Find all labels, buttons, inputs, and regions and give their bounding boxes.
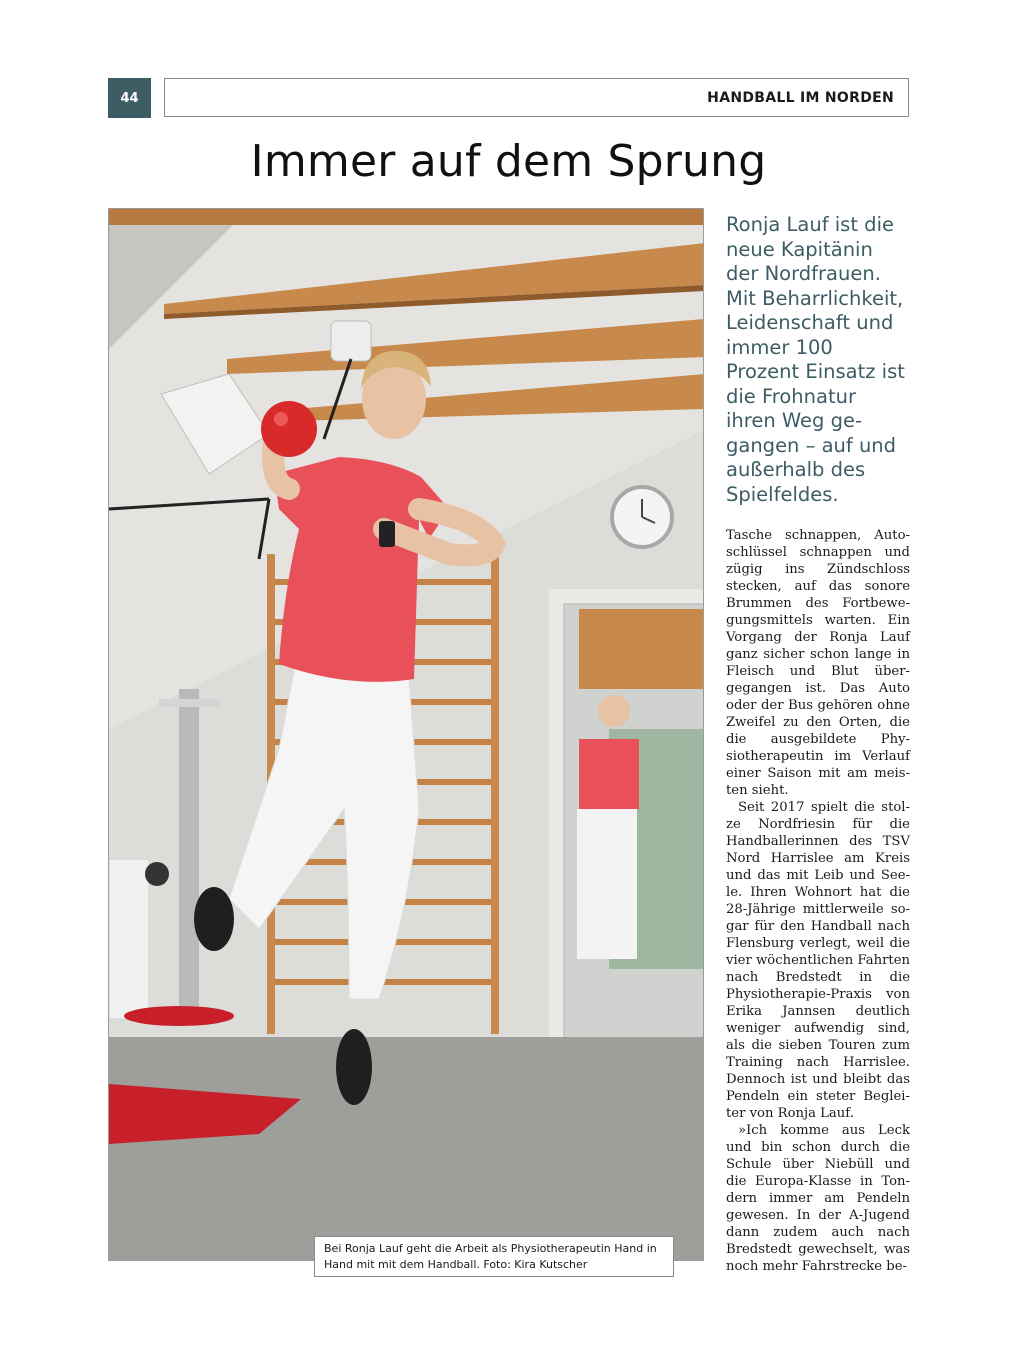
article-photo bbox=[108, 208, 704, 1261]
article-intro: Ronja Lauf ist die neue Kapitänin der Nordfrauen. Mit Beharrlichkeit, Leidenschaft und immer 100 Prozent Einsatz ist die Frohnatur ihren Weg gegangen – auf und außerhalb des Spielfeldes. bbox=[726, 213, 905, 506]
body-paragraph: »Ich komme aus Leck und bin schon durch die Schule über Niebüll und die Europa-Klasse in Tondern immer am Pendeln gewesen. In der A-Jugend dann zudem auch nach Bredstedt gewechselt, was noch mehr Fahrstrecke be- bbox=[726, 1123, 910, 1274]
body-paragraph: Tasche schnappen, Autoschlüssel schnappen und zügig ins Zündschloss stecken, auf das sonore Brummen des Fortbewegungsmittels warten. Ein Vorgang der Ronja Lauf ganz sicher schon lange in Fleisch und Blut übergegangen ist. Das Auto oder der Bus gehören ohne Zweifel zu den Orten, die die ausgebildete Physiotherapeutin im Verlauf einer Saison mit am meisten sieht. bbox=[726, 528, 910, 798]
photo-caption: Bei Ronja Lauf geht die Arbeit als Physiotherapeutin Hand in Hand mit mit dem Handball. Foto: Kira Kutscher bbox=[314, 1236, 674, 1277]
body-paragraph: Seit 2017 spielt die stolze Nordfriesin für die Handballerinnen des TSV Nord Harrislee am Kreis und das mit Leib und Seele. Ihren Wohnort hat die 28-Jährige mittlerweile sogar für den Handball nach Flensburg verlegt, weil die vier wöchentlichen Fahrten nach Bredstedt in die Physiotherapie-Praxis von Erika Jannsen deutlich weniger aufwendig sind, als die sieben Touren zum Training nach Harrislee. Dennoch ist und bleibt das Pendeln ein steter Begleiter von Ronja Lauf. bbox=[726, 800, 910, 1121]
page-number-text: 44 bbox=[120, 90, 139, 106]
section-label: HANDBALL IM NORDEN bbox=[707, 89, 894, 106]
photo-illustration bbox=[109, 209, 704, 1261]
article-body bbox=[726, 527, 910, 1275]
article-headline: Immer auf dem Sprung bbox=[250, 136, 767, 187]
page-number bbox=[108, 78, 151, 118]
section-header bbox=[164, 78, 909, 117]
